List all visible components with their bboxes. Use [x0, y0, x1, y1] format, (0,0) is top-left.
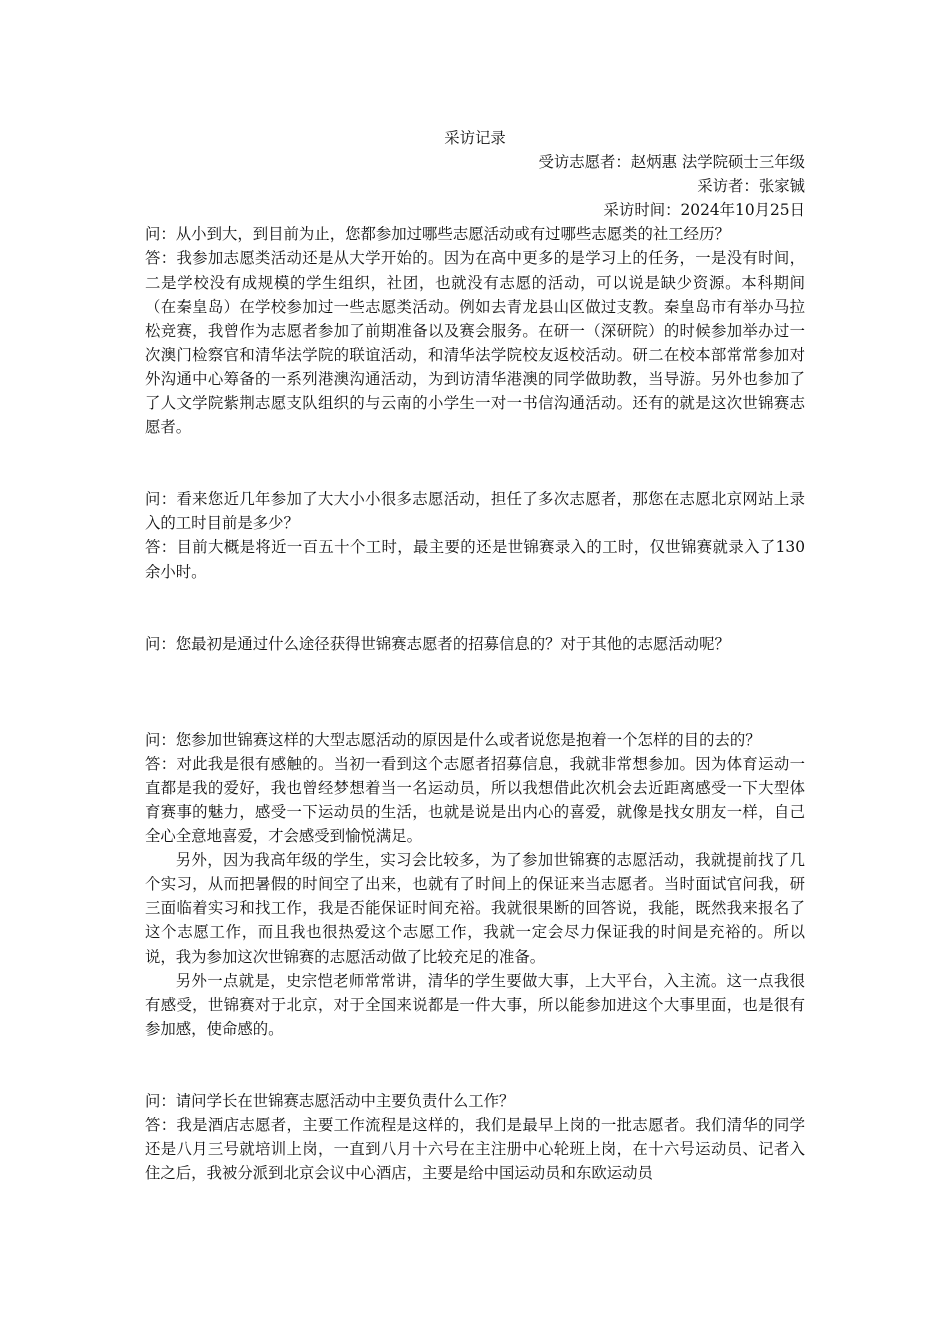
document-title: 采访记录 — [444, 129, 506, 147]
answer-5: 答：我是酒店志愿者，主要工作流程是这样的，我们是最早上岗的一批志愿者。我们清华的同学还是八月三号就培训上岗，一直到八月十六号在主注册中心轮班上岗，在十六号运动员、记者入住之后，我被分派到北京会议中心酒店，主要是给中国运动员和东欧运动员 — [145, 1116, 805, 1183]
answer-1: 答：我参加志愿类活动还是从大学开始的。因为在高中更多的是学习上的任务，一是没有时间，二是学校没有成规模的学生组织，社团，也就没有志愿的活动，可以说是缺少资源。本科期间（在秦皇岛）在学校参加过一些志愿类活动。例如去青龙县山区做过支教。秦皇岛市有举办马拉松竞赛，我曾作为志愿者参加了前期准备以及赛会服务。在研一（深研院）的时候参加举办过一次澳门检察官和清华法学院的联谊活动，和清华法学院校友返校活动。研二在校本部常常参加对外沟通中心筹备的一系列港澳沟通活动，为到访清华港澳的同学做助教，当导游。另外也参加了了人文学院紫荆志愿支队组织的与云南的小学生一对一书信沟通活动。还有的就是这次世锦赛志愿者。 — [145, 249, 805, 437]
question-1: 问：从小到大，到目前为止，您都参加过哪些志愿活动或有过哪些志愿类的社工经历？ — [145, 225, 730, 244]
question-3: 问：您最初是通过什么途径获得世锦赛志愿者的招募信息的？对于其他的志愿活动呢？ — [145, 634, 730, 653]
blank-spacer — [145, 439, 805, 487]
blank-spacer — [145, 1041, 805, 1089]
answer-2: 答：目前大概是将近一百五十个工时，最主要的还是世锦赛录入的工时，仅世锦赛就录入了130余小时。 — [145, 538, 805, 581]
document-body — [145, 126, 805, 1185]
interview-date-line: 采访时间：2024年10月25日 — [603, 201, 805, 220]
answer-4-paragraph-2: 另外，因为我高年级的学生，实习会比较多，为了参加世锦赛的志愿活动，我就提前找了几个实习，从而把暑假的时间空了出来，也就有了时间上的保证来当志愿者。当时面试官问我，研三面临着实习和找工作，我是否能保证时间充裕。我就很果断的回答说，我能，既然我来报名了这个志愿工作，而且我也很热爱这个志愿工作，我就一定会尽力保证我的时间是充裕的。所以说，我为参加这次世锦赛的志愿活动做了比较充足的准备。 — [145, 851, 805, 966]
answer-4: 答：对此我是很有感触的。当初一看到这个志愿者招募信息，我就非常想参加。因为体育运动一直都是我的爱好，我也曾经梦想着当一名运动员，所以我想借此次机会去近距离感受一下大型体育赛事的魅力，感受一下运动员的生活，也就是说是出内心的喜爱，就像是找女朋友一样，自己全心全意地喜爱，才会感受到愉悦满足。 — [145, 754, 805, 846]
interviewer-line: 采访者：张家铖 — [697, 177, 805, 196]
blank-spacer — [145, 656, 805, 728]
blank-spacer — [145, 584, 805, 632]
question-2: 问：看来您近几年参加了大大小小很多志愿活动，担任了多次志愿者，那您在志愿北京网站上录入的工时目前是多少？ — [145, 490, 805, 533]
question-4: 问：您参加世锦赛这样的大型志愿活动的原因是什么或者说您是抱着一个怎样的目的去的？ — [145, 730, 761, 749]
interviewee-line: 受访志愿者：赵炳惠 法学院硕士三年级 — [538, 153, 805, 172]
question-5: 问：请问学长在世锦赛志愿活动中主要负责什么工作？ — [145, 1091, 515, 1110]
answer-4-paragraph-3: 另外一点就是，史宗恺老师常常讲，清华的学生要做大事，上大平台，入主流。这一点我很有感受，世锦赛对于北京，对于全国来说都是一件大事，所以能参加进这个大事里面，也是很有参加感，使命感的。 — [145, 971, 805, 1038]
